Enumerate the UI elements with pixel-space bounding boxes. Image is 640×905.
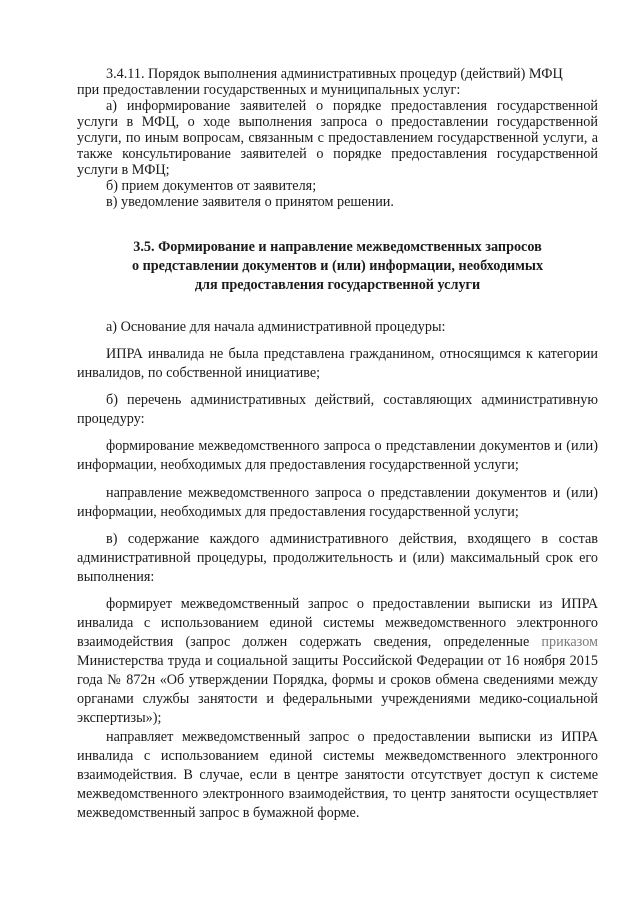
paragraph-3-4-11-line2: при предоставлении государственных и муниципальных услуг: xyxy=(77,82,461,98)
paragraph-forms-request-text-1: формирует межведомственный запрос о предоставлении выписки из ИПРА инвалида с использованием единой системы межведомственного электронного взаимодействия (запрос должен содержать сведения, определенные xyxy=(77,596,598,650)
heading-line-2: о представлении документов и (или) информации, необходимых xyxy=(131,258,544,274)
paragraph-action-content: в) содержание каждого административного действия, входящего в состав административной процедуры, продолжительность и (или) максимальный срок его выполнения: xyxy=(77,531,598,585)
paragraph-forms-request xyxy=(77,595,598,728)
item-v: в) уведомление заявителя о принятом решении. xyxy=(106,194,394,210)
heading-line-3: для предоставления государственной услуги xyxy=(194,277,481,293)
paragraph-forms-request-text-2: Министерства труда и социальной защиты Российской Федерации от 16 ноября 2015 года № 872н «Об утверждении Порядка, формы и сроков обмена сведениями между органами службы занятости и федеральными учреждениями медико-социальной экспертизы»); xyxy=(77,653,598,726)
item-a: а) информирование заявителей о порядке предоставления государственной услуги в МФЦ, о ходе выполнения запроса о предоставлении государственной услуги, по иным вопросам, связанным с предоставлением государственной услуги, а также консультирование заявителей о порядке предоставления государственной услуги в МФЦ; xyxy=(77,98,598,178)
paragraph-sending-request: направление межведомственного запроса о представлении документов и (или) информации, необходимых для предоставления государственной услуги; xyxy=(77,485,598,520)
paragraph-actions-list: б) перечень административных действий, составляющих административную процедуру: xyxy=(77,392,598,427)
paragraph-basis: а) Основание для начала административной процедуры: xyxy=(106,319,446,335)
paragraph-forming-request: формирование межведомственного запроса о представлении документов и (или) информации, необходимых для предоставления государственной услуги; xyxy=(77,438,598,473)
paragraph-sends-request: направляет межведомственный запрос о предоставлении выписки из ИПРА инвалида с использованием единой системы межведомственного электронного взаимодействия. В случае, если в центре занятости отсутствует доступ к системе межведомственного электронного взаимодействия, то центр занятости осуществляет межведомственный запрос в бумажной форме. xyxy=(77,729,598,821)
section-3-5-heading xyxy=(77,238,598,295)
paragraph-3-4-11-line1: 3.4.11. Порядок выполнения административных процедур (действий) МФЦ xyxy=(106,66,563,82)
paragraph-ipra-not-provided: ИПРА инвалида не была представлена гражданином, относящимся к категории инвалидов, по собственной инициативе; xyxy=(77,346,598,381)
heading-line-1: 3.5. Формирование и направление межведомственных запросов xyxy=(133,239,542,255)
order-link[interactable]: приказом xyxy=(541,634,598,650)
item-b: б) прием документов от заявителя; xyxy=(106,178,317,194)
section-3-4-11 xyxy=(77,66,598,210)
